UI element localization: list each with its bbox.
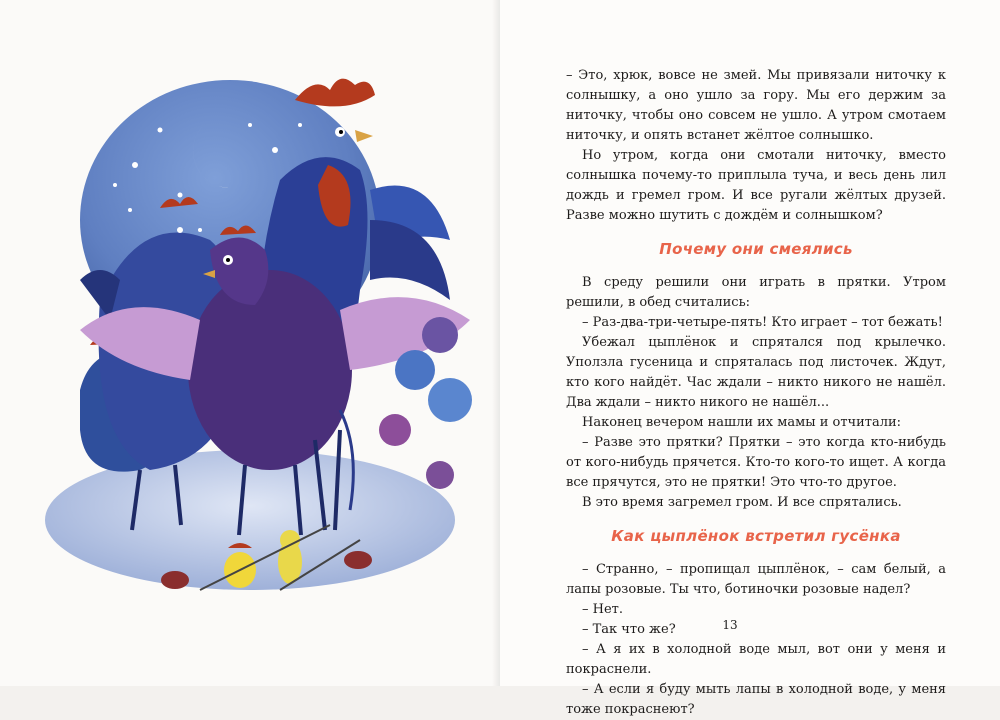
paragraph: – Так что же? (582, 622, 676, 637)
left-page (0, 0, 500, 686)
paragraph: – Это, хрюк, вовсе не змей. Мы привязали ниточку к солнышку, а оно ушло за гору. Мы его держим за ниточку, чтобы оно совсем не ушло. А утром смотаем ниточку, и опять встанет жёлтое солнышко. (566, 68, 946, 143)
paragraph: – Нет. (582, 602, 623, 617)
paragraph: Но утром, когда они смотали ниточку, вместо солнышка почему-то приплыла туча, и весь день лил дождь и гремел гром. И все ругали жёлтых друзей. Разве можно шутить с дождём и солнышком? (566, 148, 946, 223)
paragraph: – А я их в холодной воде мыл, вот они у меня и покраснели. (566, 642, 946, 677)
paragraph: Наконец вечером нашли их мамы и отчитали: (582, 415, 902, 430)
paragraph: – Странно, – пропищал цыплёнок, – сам белый, а лапы розовые. Ты что, ботиночки розовые надел? (566, 562, 946, 597)
paragraph: В это время загремел гром. И все спрятались. (582, 495, 902, 510)
paragraph: – Разве это прятки? Прятки – это когда кто-нибудь от кого-нибудь прячется. Кто-то кого-то ищет. А когда все прячутся, это не прятки! Это что-то другое. (566, 435, 946, 490)
page-number: 13 (722, 618, 738, 632)
illustration (40, 70, 480, 620)
paragraph: В среду решили они играть в прятки. Утром решили, в обед считались: (566, 275, 946, 310)
paragraph: – А если я буду мыть лапы в холодной воде, у меня тоже покраснеют? (566, 682, 946, 717)
section-heading: Почему они смеялись (659, 240, 853, 258)
paragraph: Убежал цыплёнок и спрятался под крылечко. Уползла гусеница и спряталась под листочек. Ждут, кто кого найдёт. Час ждали – никто никого не нашёл. Два ждали – никто никого не нашёл... (566, 335, 946, 410)
paragraph: – Раз-два-три-четыре-пять! Кто играет – тот бежать! (582, 315, 943, 330)
section-heading: Как цыплёнок встретил гусёнка (611, 527, 901, 545)
